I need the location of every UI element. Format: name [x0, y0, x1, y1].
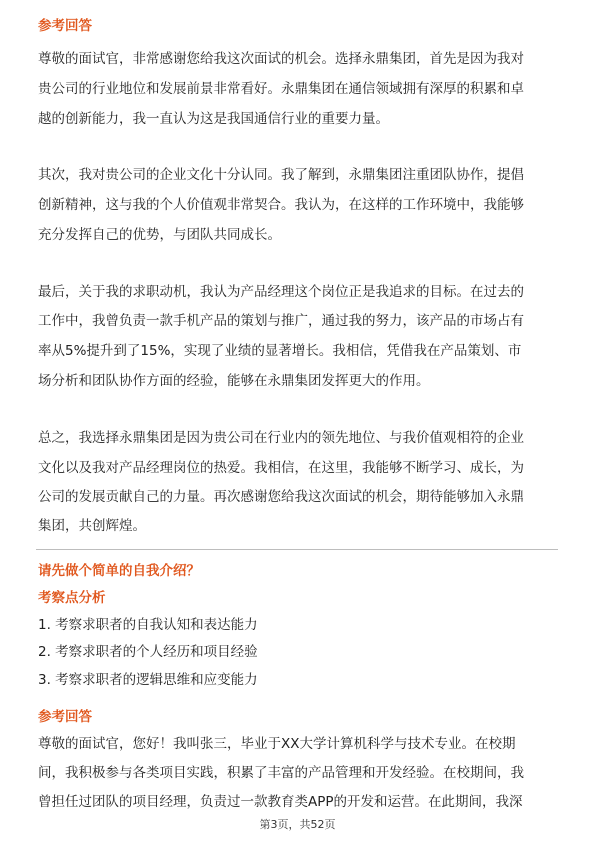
paragraph-line: 贵公司的行业地位和发展前景非常看好。永鼎集团在通信领域拥有深厚的积累和卓 — [38, 81, 524, 97]
paragraph-line: 其次，我对贵公司的企业文化十分认同。我了解到，永鼎集团注重团队协作，提倡 — [38, 167, 524, 183]
analysis-item: 1. 考察求职者的自我认知和表达能力 — [38, 617, 258, 633]
paragraph-line: 充分发挥自己的优势，与团队共同成长。 — [38, 227, 281, 243]
paragraph-line: 间，我积极参与各类项目实践，积累了丰富的产品管理和开发经验。在校期间，我 — [38, 765, 524, 781]
paragraph-line: 最后，关于我的求职动机，我认为产品经理这个岗位正是我追求的目标。在过去的 — [38, 284, 524, 300]
section-divider — [36, 549, 558, 550]
paragraph-line: 率从5%提升到了15%，实现了业绩的显著增长。我相信，凭借我在产品策划、市 — [38, 343, 522, 359]
paragraph-line: 文化以及我对产品经理岗位的热爱。我相信，在这里，我能够不断学习、成长，为 — [38, 460, 524, 476]
answer-heading: 参考回答 — [38, 18, 92, 34]
analysis-heading: 考察点分析 — [38, 590, 106, 606]
paragraph-line: 曾担任过团队的项目经理，负责过一款教育类APP的开发和运营。在此期间，我深 — [38, 794, 523, 810]
paragraph-line: 尊敬的面试官，非常感谢您给我这次面试的机会。选择永鼎集团，首先是因为我对 — [38, 51, 524, 67]
analysis-item: 2. 考察求职者的个人经历和项目经验 — [38, 644, 258, 660]
paragraph-line: 场分析和团队协作方面的经验，能够在永鼎集团发挥更大的作用。 — [38, 373, 430, 389]
paragraph-line: 工作中，我曾负责一款手机产品的策划与推广，通过我的努力，该产品的市场占有 — [38, 313, 524, 329]
question-title: 请先做个简单的自我介绍？ — [38, 563, 200, 579]
paragraph-line: 尊敬的面试官，您好！我叫张三，毕业于XX大学计算机科学与技术专业。在校期 — [38, 736, 516, 752]
paragraph-line: 总之，我选择永鼎集团是因为贵公司在行业内的领先地位、与我价值观相符的企业 — [38, 430, 524, 446]
analysis-item: 3. 考察求职者的逻辑思维和应变能力 — [38, 672, 258, 688]
answer-heading: 参考回答 — [38, 709, 92, 725]
paragraph-line: 集团，共创辉煌。 — [38, 518, 146, 534]
page-number: 第3页，共52页 — [259, 818, 336, 831]
paragraph-line: 越的创新能力，我一直认为这是我国通信行业的重要力量。 — [38, 111, 389, 127]
paragraph-line: 创新精神，这与我的个人价值观非常契合。我认为，在这样的工作环境中，我能够 — [38, 197, 524, 213]
paragraph-line: 公司的发展贡献自己的力量。再次感谢您给我这次面试的机会，期待能够加入永鼎 — [38, 489, 524, 505]
